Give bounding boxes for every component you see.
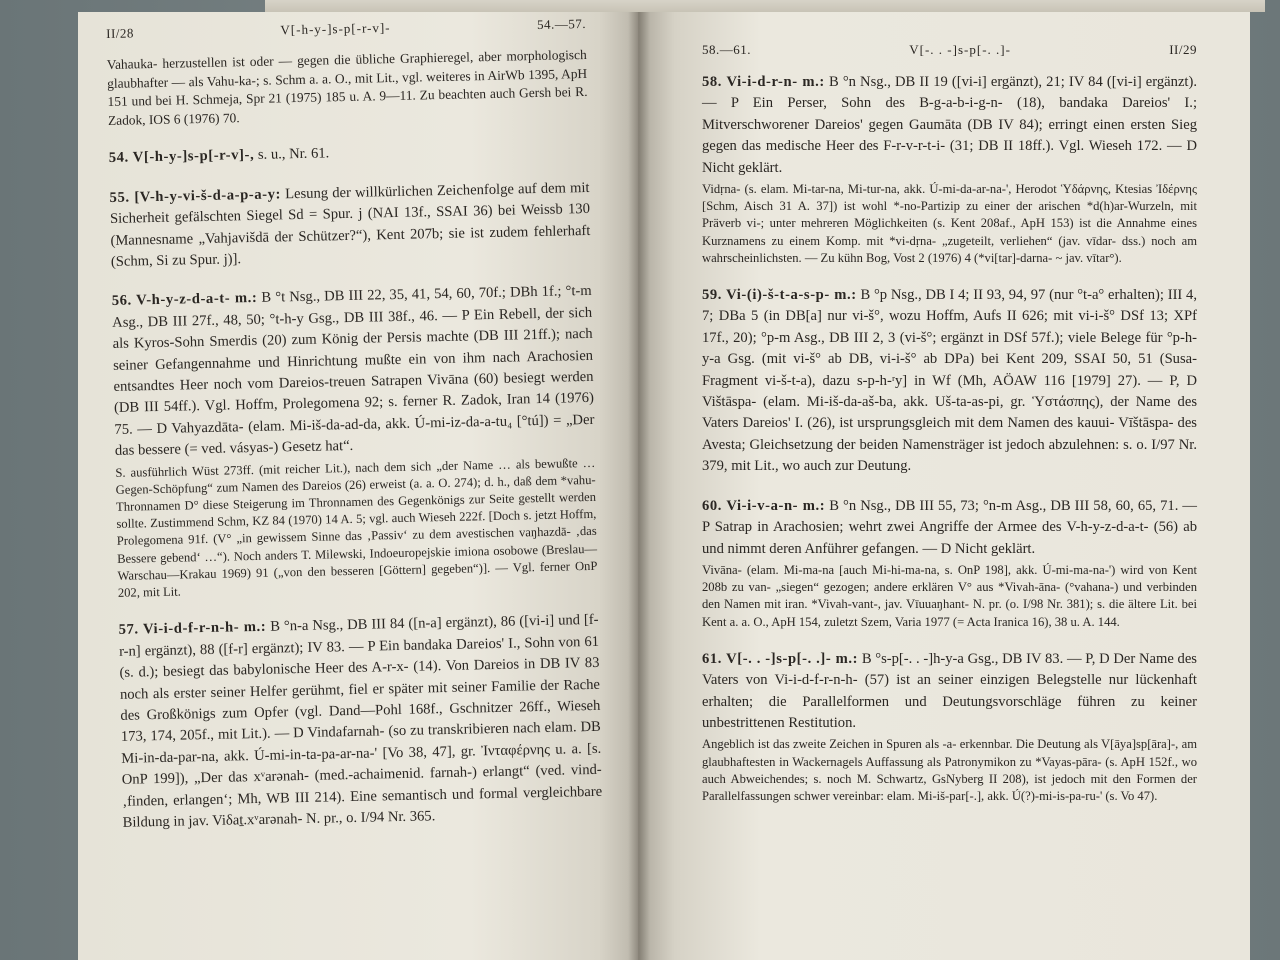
entry-56	[112, 281, 598, 602]
entry-54-head: 54. V[-h-y-]s-p[-r-v]-,	[108, 147, 255, 167]
right-page-number: II/29	[1169, 42, 1197, 57]
left-intro-paragraph: Vahauka- herzustellen ist oder — gegen die übliche Graphieregel, aber morphologisch glaubhafter — als Vahu-ka-; s. Schm a. a. O., mit Lit., vgl. weiteres in AirWb 1395, ApH 151 und bei H. Schmeja, Spr 21 (1975) 185 u. A. 9—11. Zu beachten auch Gersh bei R. Zadok, IOS 6 (1976) 70.	[106, 46, 588, 128]
entry-61-note: Angeblich ist das zweite Zeichen in Spuren als -a- erkennbar. Die Deutung als V[āya]sp[āra]-, am glaubhaftesten in Wackernagels Auffassung als Patronymikon zu *Vayas-pāra- (s. ApH 152f., wo auch Abweichendes; s. noch M. Schwartz, GsNyberg II 208), ist jedoch mit den Formen der Parallelfassungen schwer vereinbar: elam. Mi-iš-par[-.], akk. Ú(?)-mi-is-pa-ru-' (s. Vo 47).	[702, 737, 1197, 803]
right-running-title: V[-. . -]s-p[-. .]-	[909, 42, 1011, 57]
left-page-number: II/28	[106, 25, 135, 41]
entry-61	[702, 649, 1197, 805]
book-top-edge	[265, 0, 1265, 12]
entry-61-head: 61. V[-. . -]s-p[-. .]- m.:	[702, 650, 859, 667]
entry-56-text: B °t Nsg., DB III 22, 35, 41, 54, 60, 70f.; DBh 1f.; °t-m Asg., DB III 27f., 48, 50; °t-h-y Gsg., DB III 38f., 46. — P Ein Rebell, der sich als Kyros-Sohn Smerdis (20) zum König der Persis machte (DB III 21ff.); nach seiner Gefangennahme und Hinrichtung mußte ein von ihm nach Arachosien entsandtes Heer noch vom Dareios-treuen Satrapen Vivāna (60) besiegt werden (DB III 54ff.). Vgl. Hoffm, Prolegomena 92; s. ferner R. Zadok, Iran 14 (1976) 75. — D Vahyazdāta- (elam. Mi-iš-da-ad-da, akk. Ú-mi-iz-da-a-tu₄ [°tú]) = „Der das bessere (= ved. vásyas-) Gesetz hat“.	[112, 283, 595, 460]
left-entry-range: 54.—57.	[536, 15, 587, 32]
entry-55-head: 55. [V-h-y-vi-š-d-a-p-a-y:	[109, 186, 282, 206]
left-page-content	[106, 16, 603, 834]
entry-56-note: S. ausführlich Wüst 273ff. (mit reicher Lit.), nach dem sich „der Name … als bewußte … Gegen-Schöpfung“ zum Namen des Dareios (26) erweist (a. a. O. 274); d. h., daß dem *vahu-Thronnamen D° diese Steigerung im Thronnamen des Gegenkönigs zur Seite gestellt werden sollte. Zustimmend Schm, KZ 84 (1970) 14 A. 5; vgl. auch Wieseh 222f. [Doch s. jetzt Hoffm, Prolegomena 91f. (V° „in gewissem Sinne das ‚Passiv‘ zu dem avestischen vaŋhazdā- ‚das Bessere gebend‘ …“). Noch anders T. Milewski, Indoeuropejskie imiona osobowe (Breslau—Warschau—Krakau 1969) 91 („von den besseren [Göttern] gegeben“)]. — Vgl. ferner OnP 202, mit Lit.	[115, 455, 598, 600]
entry-60-note: Vivāna- (elam. Mi-ma-na [auch Mi-hi-ma-na, s. OnP 198], akk. Ú-mi-ma-na-') wird von Kent 208b zu van- „siegen“ gezogen; andere erklären V° aus *Vivah-āna- (°vahana-) und verbinden den Namen mit iran. *Vivah-vant-, jav. Vīuuaŋhant- N. pr. (o. I/98 Nr. 381); s. die ältere Lit. bei Kent a. a. O., ApH 154, zuletzt Szem, Varia 1977 (= Acta Iranica 16), 38 u. A. 144.	[702, 562, 1197, 629]
entry-54	[109, 138, 589, 169]
entry-58-text: B °n Nsg., DB II 19 ([vi-i] ergänzt), 21; IV 84 ([vi-i] ergänzt). — P Ein Perser, Sohn des B-g-a-b-i-g-n- (18), bandaka Dareios' I.; Mitverschworener Dareios' gegen Gaumāta (DB IV 84); erringt einen ersten Sieg gegen das medische Heer des F-r-v-r-t-i- (31; DB II 18ff.). Vgl. Wieseh 172. — D Nicht geklärt.	[702, 74, 1197, 176]
entry-54-text: s. u., Nr. 61.	[257, 145, 330, 164]
left-running-title: V[-h-y-]s-p[-r-v]-	[280, 20, 391, 38]
entry-60	[702, 496, 1197, 631]
entry-58-note: Vidṛna- (s. elam. Mi-tar-na, Mi-tur-na, akk. Ú-mi-da-ar-na-', Herodot Ὑδάρνης, Ktesias Ἰδέρνης [Schm, Aisch 31 A. 37]) ist wohl *-no-Partizip zu einer der arischen *d(h)ar-Wurzeln, mit Präverb vi-; unter mehreren Möglichkeiten (s. Kent 208af., ApH 153) ist die Annahme eines Kurznamens zu einem Komp. mit *vi-dṛna- „zugeteilt, verliehen“ (jav. vīdar- dss.) noch am wahrscheinlichsten. — Zu kühn Bog, Vost 2 (1976) 4 (*vi[tar]-darna- ~ jav. vītar°).	[702, 182, 1197, 265]
entry-57-text: B °n-a Nsg., DB III 84 ([n-a] ergänzt), 86 ([vi-i] und [f-r-n] ergänzt), 88 ([f-r] ergänzt); IV 83. — P Ein bandaka Dareios' I., Sohn von 61 (s. d.); besiegt das babylonische Heer des A-r-x- (14). Von Dareios in DB IV 83 noch als erster seiner Helfer gerühmt, fiel er später mit seiner Familie der Rache des Großkönigs zum Opfer (vgl. Dand—Pohl 168f., Gschnitzer 26ff., Wieseh 173, 174, 205f., mit Lit.). — D Vindafarnah- (so zu transkribieren nach elam. DB Mi-in-da-par-na, akk. Ú-mi-in-ta-pa-ar-na-' [Vo 38, 47], gr. Ἰνταφέρνης u. a. [s. OnP 199]), „Der das xᵛarənah- (med.-achaimenid. farnah-) erlangt“ (ved. vind- ‚finden, erlangen‘; Mh, WB III 214). Eine semantisch und formal vergleichbare Bildung in jav. Viδaṯ.xᵛarənah- N. pr., o. I/94 Nr. 365.	[118, 612, 603, 831]
right-entry-range: 58.—61.	[702, 42, 751, 57]
entry-60-head: 60. Vi-i-v-a-n- m.:	[702, 497, 826, 514]
entry-58-head: 58. Vi-i-d-r-n- m.:	[702, 74, 825, 90]
entry-57-head: 57. Vi-i-d-f-r-n-h- m.:	[118, 619, 267, 639]
entry-55	[109, 178, 591, 274]
entry-56-head: 56. V-h-y-z-d-a-t- m.:	[111, 290, 258, 310]
left-running-head	[106, 16, 586, 42]
left-page	[78, 12, 638, 960]
entry-57	[118, 610, 602, 834]
right-running-head	[702, 42, 1197, 58]
entry-55-text: Lesung der willkürlichen Zeichenfolge auf dem mit Sicherheit gefälschten Siegel Sd = Spur. j (NAI 13f., SSAI 36) bei Weissb 130 (Mannesname „Vahjavišdā der Schützer?“), Kent 207b; sie ist zudem fehlerhaft (Schm, Si zu Spur. j)].	[109, 179, 591, 270]
entry-58	[702, 72, 1197, 267]
entry-59	[702, 285, 1197, 478]
entry-61-text: B °s-p[-. . -]h-y-a Gsg., DB IV 83. — P, D Der Name des Vaters von Vi-i-d-f-r-n-h- (57) ist an seiner einzigen Belegstelle nur lückenhaft erhalten; die Parallelformen und Deutungsvorschläge führen zu keiner unbestrittenen Restitution.	[702, 650, 1197, 731]
right-page	[638, 12, 1250, 960]
book-gutter	[628, 12, 650, 960]
entry-59-text: B °p Nsg., DB I 4; II 93, 94, 97 (nur °t-a° erhalten); III 4, 7; DBa 5 (in DB[a] nur vi-š°, wozu Hoffm, Aufs II 626; mit vi-i-š° DSf 13; XPf 17f., 20); °p-m Asg., DB III 2, 3 (vi-š°; ergänzt in DSf 57f.); viele Belege für °p-h-y-a Gsg. (mit vi-š° ab DB, vi-i-š° ab DPa) bei Kent 209, SSAI 50, 51 (Susa-Fragment vi-š-t-a), dazu s-p-h-ʳy] in Wf (Mh, AÖAW 116 [1979] 27). — P, D Vištāspa- (elam. Mi-iš-da-aš-ba, akk. Uš-ta-as-pi, gr. Ὑστάσπης), der Name des Vaters Dareios' I. (26), ist ursprungsgleich mit dem Namen des kauui- Vīštāspa- des Avesta; Gleichsetzung der beiden Namensträger ist jedoch abzulehnen: s. o. I/97 Nr. 379, mit Lit., wo auch zur Deutung.	[702, 287, 1198, 475]
entry-59-head: 59. Vi-(i)-š-t-a-s-p- m.:	[702, 287, 857, 304]
right-page-content	[702, 42, 1197, 805]
entry-60-text: B °n Nsg., DB III 55, 73; °n-m Asg., DB III 58, 60, 65, 71. — P Satrap in Arachosien; wehrt zwei Angriffe der Armee des V-h-y-z-d-a-t- (56) ab und nimmt deren Anführer gefangen. — D Nicht geklärt.	[702, 497, 1197, 557]
